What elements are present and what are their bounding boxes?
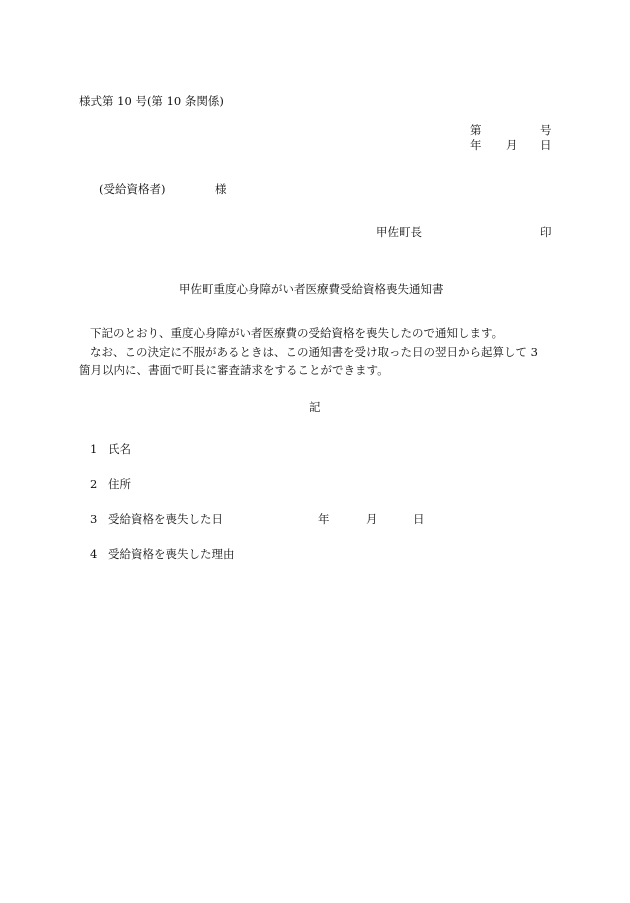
item-3-day: 日 <box>413 512 425 526</box>
date-day: 日 <box>540 138 552 152</box>
document-title: 甲佐町重度心身障がい者医療費受給資格喪失通知書 <box>179 282 444 296</box>
item-1-number: 1 <box>90 442 98 456</box>
recipient-honorific: 様 <box>215 182 227 196</box>
number-suffix: 号 <box>540 123 552 137</box>
item-4-number: 4 <box>90 547 98 561</box>
item-3-label: 受給資格を喪失した日 <box>108 512 223 526</box>
issuer-title: 甲佐町長 <box>376 225 422 239</box>
date-year: 年 <box>470 138 482 152</box>
form-number: 様式第 10 号(第 10 条関係) <box>79 94 224 108</box>
item-3-month: 月 <box>366 512 378 526</box>
body-text <box>79 324 553 380</box>
body-paragraph-2: なお、この決定に不服があるときは、この通知書を受け取った日の翌日から起算して 3 箇月以内に、書面で町長に審査請求をすることができます。 <box>79 344 538 377</box>
recipient-label: (受給資格者) <box>99 182 166 196</box>
item-2-label: 住所 <box>108 477 131 491</box>
item-4-label: 受給資格を喪失した理由 <box>108 547 235 561</box>
item-1-label: 氏名 <box>108 442 131 456</box>
item-3-number: 3 <box>90 512 98 526</box>
seal-mark: 印 <box>540 225 552 239</box>
ki-marker: 記 <box>309 400 321 414</box>
item-3-year: 年 <box>318 512 330 526</box>
number-prefix: 第 <box>470 123 482 137</box>
date-month: 月 <box>506 138 518 152</box>
item-2-number: 2 <box>90 477 98 491</box>
body-paragraph-1: 下記のとおり、重度心身障がい者医療費の受給資格を喪失したので通知します。 <box>90 326 504 340</box>
